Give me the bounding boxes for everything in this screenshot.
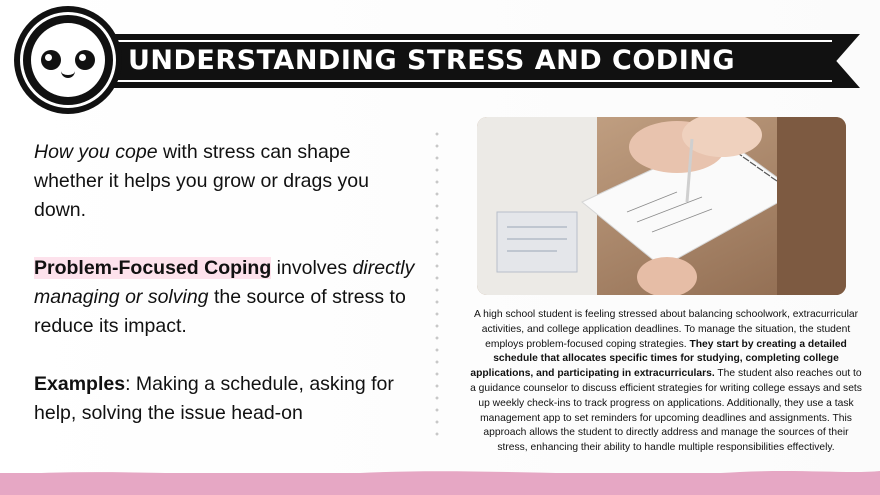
student-writing-photo bbox=[477, 117, 846, 295]
intro-paragraph bbox=[34, 138, 424, 225]
left-eye-icon bbox=[41, 50, 61, 70]
caption-bold: They start by creating a detailed schedule that allocates specific times for studying, completing college applications, and participating in extracurriculars. bbox=[470, 338, 847, 380]
coping-term: Problem-Focused Coping bbox=[34, 257, 272, 279]
examples-label: Examples bbox=[34, 373, 126, 395]
caption-part-2: The student also reaches out to a guidance counselor to discuss efficient strategies for writing college essays and sets up weekly check-ins to track progress on applications. Additionally, they use a task management app to set reminders for upcoming deadlines and assignments. This approach allows the student to directly address and manage the sources of their stress, enhancing their ability to handle multiple responsibilities effectively. bbox=[470, 368, 862, 454]
photo-illustration bbox=[477, 117, 846, 295]
definition-paragraph bbox=[34, 254, 424, 341]
intro-text-column bbox=[34, 138, 424, 457]
dotted-divider bbox=[435, 128, 439, 443]
pink-footer-strip bbox=[0, 473, 880, 495]
examples-text: : Making a schedule, asking for help, solving the issue head-on bbox=[34, 373, 394, 424]
examples-paragraph bbox=[34, 370, 424, 428]
slide-title: UNDERSTANDING STRESS AND CODING bbox=[128, 45, 736, 76]
definition-part-a: involves bbox=[271, 257, 353, 279]
definition-emphasis: directly managing or solving bbox=[34, 257, 415, 308]
definition-part-b: the source of stress to reduce its impact. bbox=[34, 286, 406, 337]
intro-rest: with stress can shape whether it helps you grow or drags you down. bbox=[34, 141, 369, 221]
scenario-caption bbox=[468, 308, 864, 456]
intro-emphasis: How you cope bbox=[34, 141, 158, 163]
right-eye-icon bbox=[75, 50, 95, 70]
caption-part-1: A high school student is feeling stressed about balancing schoolwork, extracurricular activities, and college application deadlines. To manage the situation, the student employs problem-focused coping strategies. bbox=[473, 309, 859, 350]
smiling-face-icon bbox=[31, 23, 105, 97]
smile-icon bbox=[61, 67, 75, 78]
